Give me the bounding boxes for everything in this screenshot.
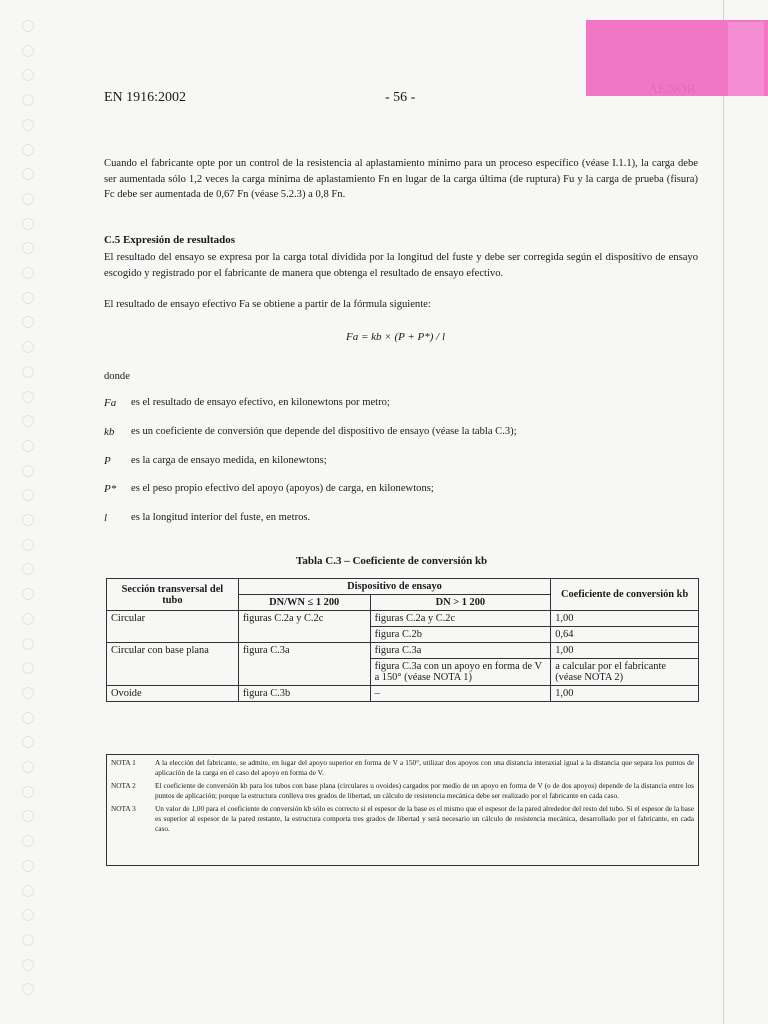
note-item [111, 781, 694, 800]
binder-hole [22, 366, 34, 378]
binder-holes [22, 20, 36, 1010]
binder-hole [22, 168, 34, 180]
cell-dn-small: figura C.3a [238, 643, 370, 686]
note-text: El coeficiente de conversión kb para los tubos con base plana (circulares u ovoides) cargados por medio de un apoyo en forma de V (o de dos apoyos) depende de la distancia entre los puntos de aplicación; porque la estructura conlleva tres grados de libertad, un cálculo de resistencia mecánica debe ser realizado por el fabricante en cada caso. [155, 781, 694, 800]
cell-dn-small: figuras C.2a y C.2c [238, 611, 370, 643]
header-device: Dispositivo de ensayo [238, 579, 550, 595]
cell-dn-large: figura C.3a con un apoyo en forma de V a 150° (véase NOTA 1) [370, 659, 551, 686]
binder-hole [22, 934, 34, 946]
binder-hole [22, 638, 34, 650]
binder-hole [22, 761, 34, 773]
binder-hole [22, 218, 34, 230]
binder-hole [22, 341, 34, 353]
binder-hole [22, 489, 34, 501]
def-text: es un coeficiente de conversión que depende del dispositivo de ensayo (véase la tabla C.3); [131, 426, 517, 437]
def-symbol: Fa [104, 397, 117, 409]
results-paragraph: El resultado del ensayo se expresa por la carga total dividida por la longitud del fuste y debe ser corregida según el dispositivo de ensayo escogido y registrado por el fabricante de manera que obtenga el resultado de ensayo efectivo. [104, 252, 698, 279]
binder-hole [22, 267, 34, 279]
binder-hole [22, 292, 34, 304]
binder-hole [22, 860, 34, 872]
note-label: NOTA 3 [111, 804, 136, 814]
binder-hole [22, 69, 34, 81]
table-row [107, 643, 699, 659]
note-item [111, 758, 694, 777]
cell-dn-large: figura C.2b [370, 627, 551, 643]
header-standard: EN 1916:2002 [104, 90, 187, 105]
header-dn-small: DN/WN ≤ 1 200 [238, 595, 370, 611]
binder-hole [22, 959, 34, 971]
binder-hole [22, 193, 34, 205]
def-symbol: l [104, 512, 108, 524]
cell-dn-large: figura C.3a [370, 643, 551, 659]
def-text: es la longitud interior del fuste, en metros. [131, 512, 311, 523]
section-heading: C.5 Expresión de resultados [104, 234, 236, 246]
binder-hole [22, 687, 34, 699]
table-caption: Tabla C.3 – Coeficiente de conversión kb [296, 555, 488, 567]
binder-hole [22, 712, 34, 724]
def-symbol: P* [104, 483, 117, 495]
binder-hole [22, 440, 34, 452]
table-header-row [107, 579, 699, 595]
conversion-table [106, 578, 699, 702]
binder-hole [22, 909, 34, 921]
def-text: es el resultado de ensayo efectivo, en kilonewtons por metro; [131, 397, 390, 408]
binder-hole [22, 242, 34, 254]
def-text: es el peso propio efectivo del apoyo (apoyos) de carga, en kilonewtons; [131, 483, 434, 494]
table-row [107, 686, 699, 702]
binder-hole [22, 465, 34, 477]
binder-hole [22, 20, 34, 32]
sticky-note-fold [728, 22, 764, 96]
cell-coefficient: 1,00 [551, 611, 699, 627]
page-edge-line [723, 0, 724, 1024]
note-item [111, 804, 694, 833]
cell-coefficient: 0,64 [551, 627, 699, 643]
binder-hole [22, 662, 34, 674]
note-text: A la elección del fabricante, se admite, en lugar del apoyo superior en forma de V a 150°, utilizar dos apoyos con una distancia interaxial igual a la distancia que separa los puntos de aplicación de la carga en el caso del apoyo en forma de V. [155, 758, 694, 777]
header-coefficient: Coeficiente de conversión kb [551, 579, 699, 611]
binder-hole [22, 588, 34, 600]
binder-hole [22, 736, 34, 748]
header-section: Sección transversal del tubo [107, 579, 239, 611]
donde-label: donde [104, 371, 130, 382]
binder-hole [22, 316, 34, 328]
table-row [107, 611, 699, 627]
header-page-number: - 56 - [385, 90, 416, 105]
cell-coefficient: 1,00 [551, 643, 699, 659]
binder-hole [22, 415, 34, 427]
def-symbol: P [104, 455, 111, 467]
binder-hole [22, 563, 34, 575]
cell-dn-small: figura C.3b [238, 686, 370, 702]
binder-hole [22, 94, 34, 106]
intro-paragraph: Cuando el fabricante opte por un control de la resistencia al aplastamiento mínimo para un proceso específico (véase I.1.1), la carga debe ser aumentada sólo 1,2 veces la carga mínima de aplastamiento Fn en lugar de la carga última (de ruptura) Fu y la carga de prueba (fisura) Fc debe ser aumentada de 0,67 Fn (véase 5.2.3) a 0,8 Fn. [104, 158, 698, 200]
cell-coefficient: 1,00 [551, 686, 699, 702]
cell-dn-large: figuras C.2a y C.2c [370, 611, 551, 627]
formula-intro: El resultado de ensayo efectivo Fa se obtiene a partir de la fórmula siguiente: [104, 299, 431, 310]
cell-section: Ovoide [107, 686, 239, 702]
binder-hole [22, 391, 34, 403]
note-label: NOTA 1 [111, 758, 136, 767]
cell-dn-large: – [370, 686, 551, 702]
def-text: es la carga de ensayo medida, en kilonewtons; [131, 455, 327, 466]
table-notes [106, 754, 699, 866]
binder-hole [22, 514, 34, 526]
binder-hole [22, 786, 34, 798]
header-dn-large: DN > 1 200 [370, 595, 551, 611]
cell-section: Circular [107, 611, 239, 643]
binder-hole [22, 613, 34, 625]
note-label: NOTA 2 [111, 781, 136, 791]
binder-hole [22, 835, 34, 847]
def-symbol: kb [104, 426, 115, 438]
formula: Fa = kb × (P + P*) / l [346, 331, 446, 343]
binder-hole [22, 119, 34, 131]
binder-hole [22, 45, 34, 57]
cell-coefficient: a calcular por el fabricante (véase NOTA 2) [551, 659, 699, 686]
note-text: Un valor de 1,00 para el coeficiente de conversión kb sólo es correcto si el espesor de la base es el mismo que el espesor de la pared alrededor del resto del tubo. Si el espesor de la base es superior al espesor de la pared restante, la estructura comporta tres grados de libertad y será necesario un cálculo de resistencia mecánica, desarrollado por el fabricante, en cada caso. [155, 804, 694, 833]
binder-hole [22, 983, 34, 995]
binder-hole [22, 144, 34, 156]
cell-section: Circular con base plana [107, 643, 239, 686]
binder-hole [22, 885, 34, 897]
binder-hole [22, 539, 34, 551]
binder-hole [22, 810, 34, 822]
